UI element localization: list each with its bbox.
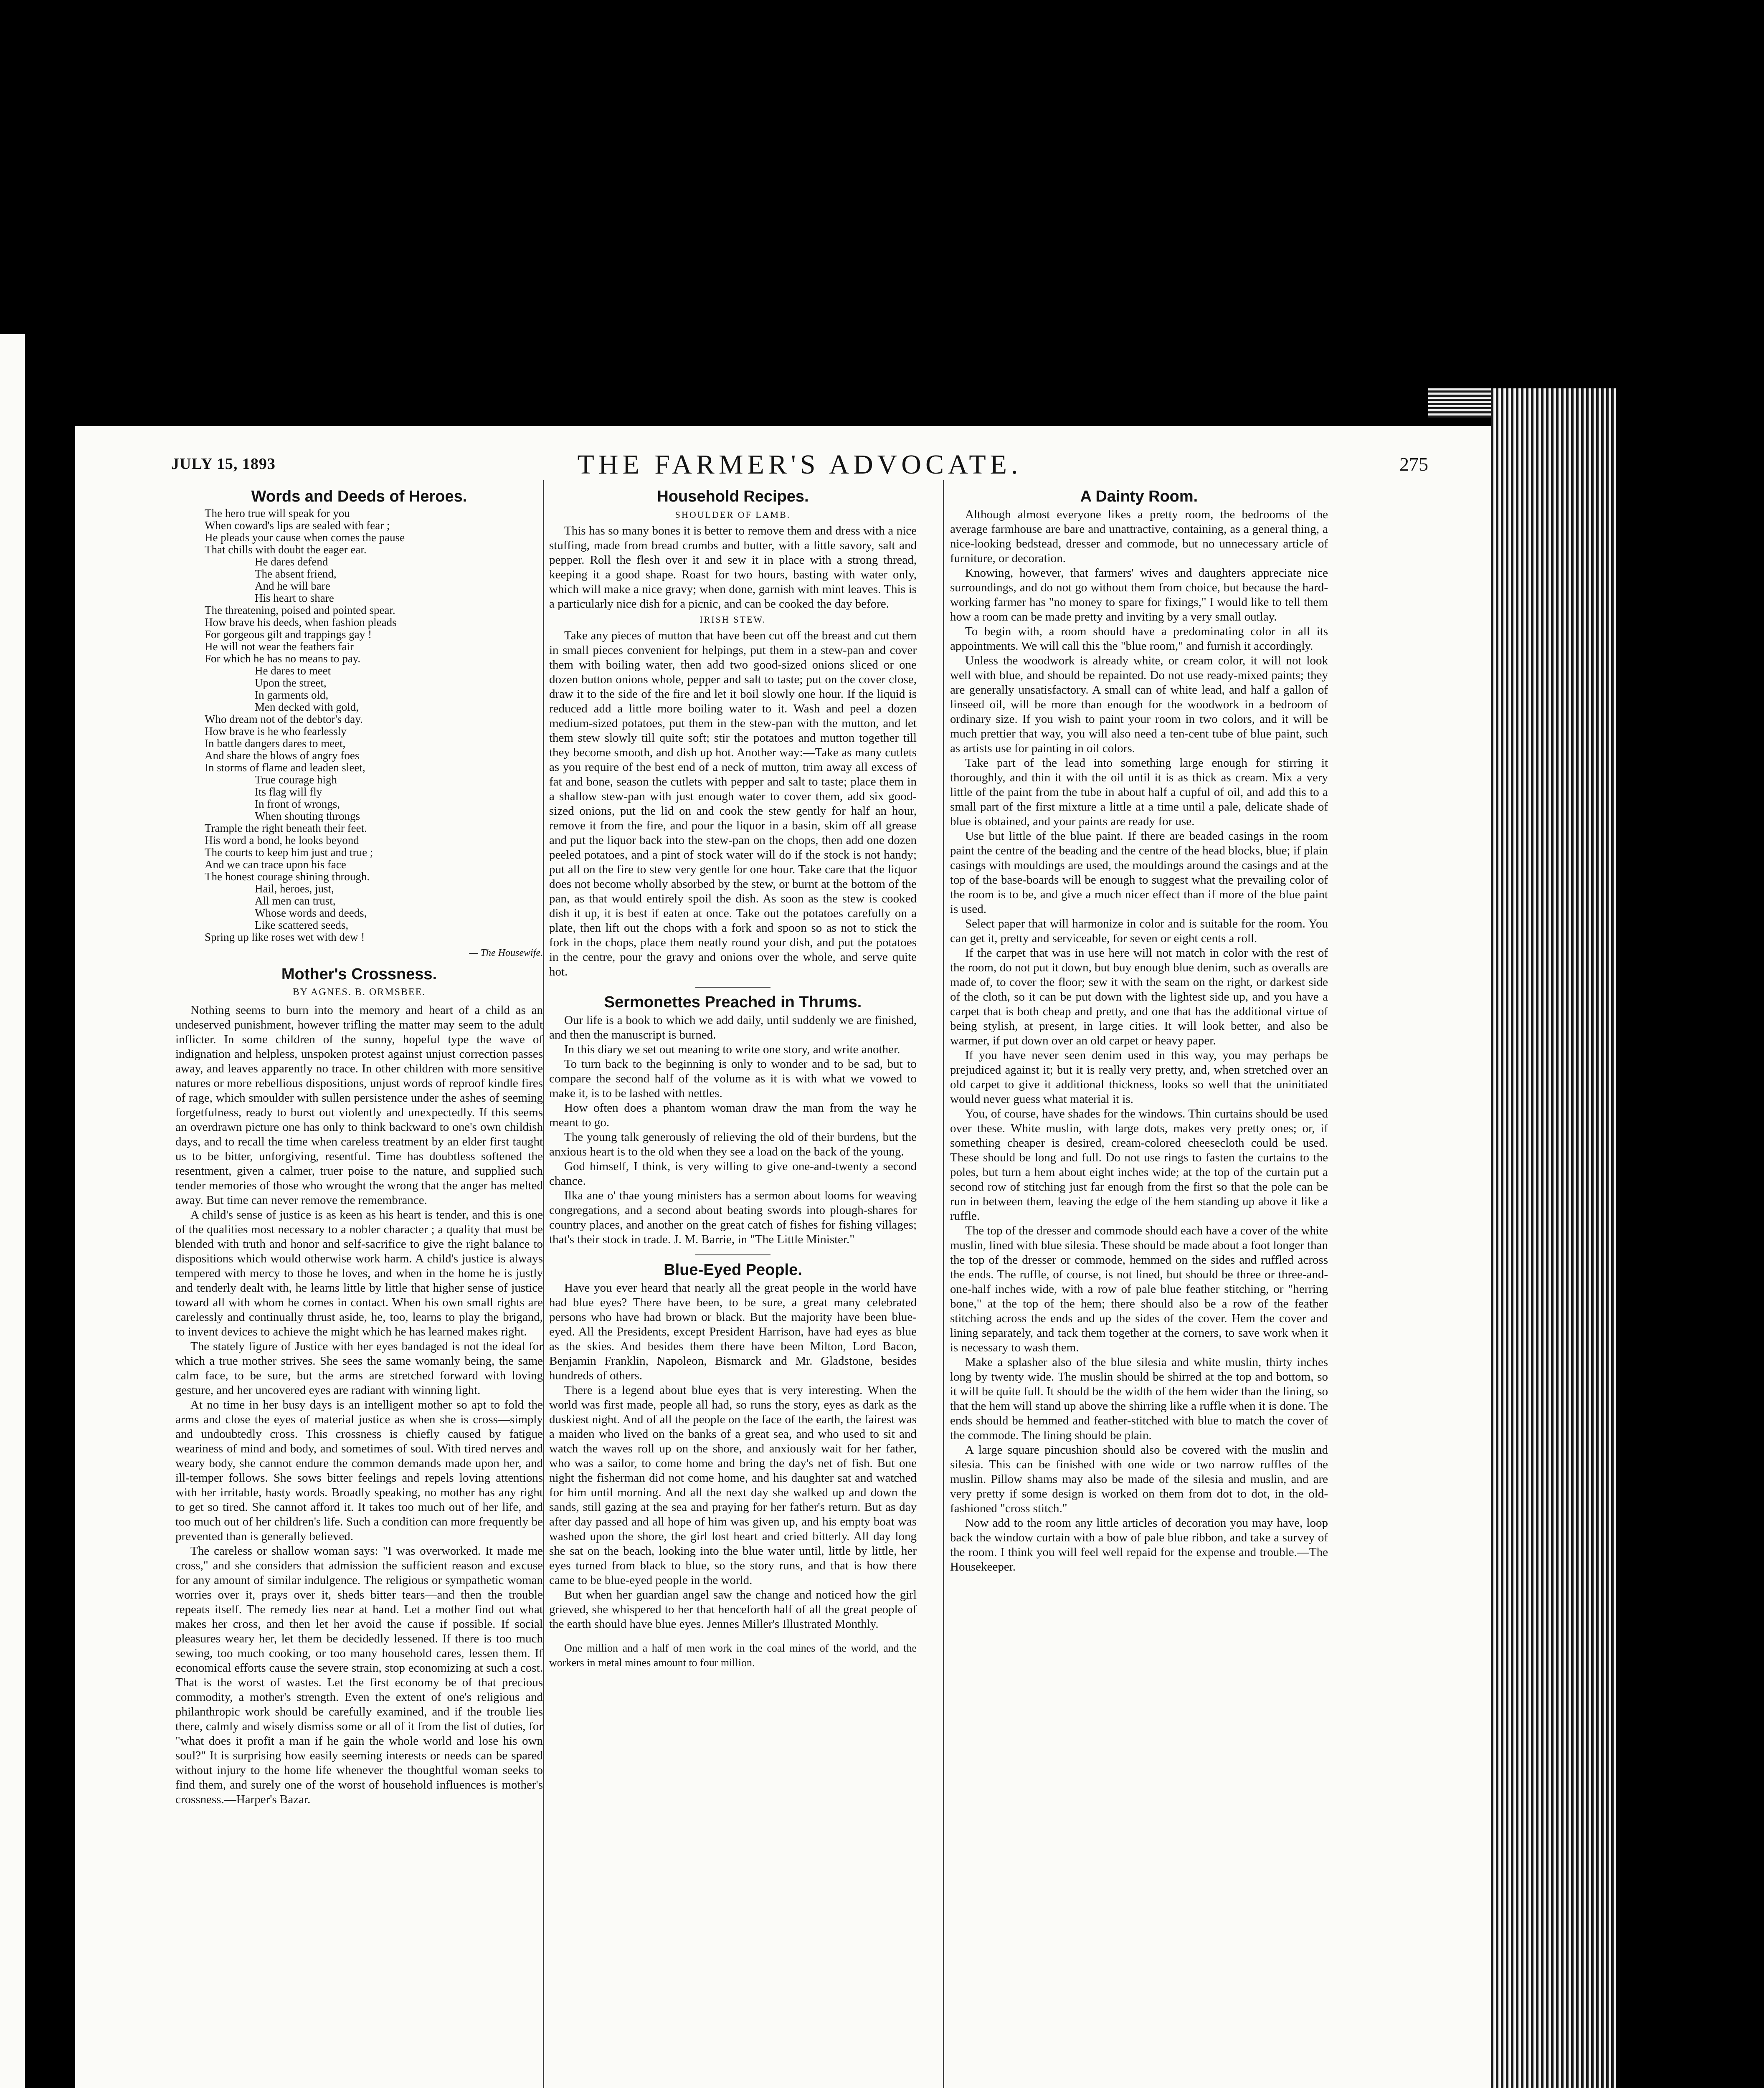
column-2 [549, 484, 917, 2088]
poem-line: The absent friend, [255, 568, 337, 580]
poem-line: Who dream not of the debtor's day. [205, 713, 363, 725]
column-3 [950, 484, 1328, 2088]
article-title: Mother's Crossness. [281, 965, 437, 983]
column-rule [943, 480, 944, 2088]
column-1 [175, 484, 543, 2088]
poem-line: How brave is he who fearlessly [205, 725, 347, 737]
poem-line: He pleads your cause when comes the pause [205, 531, 405, 544]
paragraph: In this diary we set out meaning to write one story, and write another. [564, 1043, 900, 1056]
paragraph: You, of course, have shades for the windows. Thin curtains should be used over these. White muslin, with large dots, makes very pretty ones; or, if something cheaper is desired, cream-colored cheesecloth could be used. These should be long and full. Do not use rings to fasten the curtains to the poles, but turn a hem about eight inches wide; at the top of the curtain put a second row of stitching just far enough from the first so that the pole can be run in between them, leaving the edge of the hem standing up above it like a ruffle. [950, 1107, 1328, 1223]
paragraph: The young talk generously of relieving the old of their burdens, but the anxious heart is to the old when they see a load on the back of the young. [549, 1130, 917, 1158]
poem-line: The threatening, poised and pointed spear. [205, 604, 395, 616]
paragraph: But when her guardian angel saw the change and noticed how the girl grieved, she whispered to her that henceforth half of all the great people of the earth should have blue eyes. Jennes Miller's Illustrated Monthly. [549, 1588, 917, 1631]
adjacent-page-edge [0, 334, 25, 2088]
paragraph: A child's sense of justice is as keen as his heart is tender, and this is one of the qualities most necessary to a nobler character ; a quality that must be blended with truth and honor and self-sacrifice to give the right balance to dispositions which would otherwise work harm. A child's justice is always tempered with mercy to those he loves, and when in the home he is justly and tenderly dealt with, he learns little by little that higher sense of justice toward all with whom he comes in contact. When his own small rights are carelessly and continually thrust aside, he, too, learns to play the brigand, to invent devices to achieve the might which he has learned makes right. [175, 1208, 543, 1338]
paragraph: Knowing, however, that farmers' wives and daughters appreciate nice surroundings, and do not go without them from choice, but because the hard-working farmer has "no money to spare for fixings," I would like to tell them how a room can be made pretty and inviting by a very small outlay. [950, 566, 1328, 623]
poem-line: How brave his deeds, when fashion pleads [205, 616, 397, 628]
paragraph: Now add to the room any little articles of decoration you may have, loop back the window curtain with a bow of pale blue ribbon, and take a survey of the room. I think you will feel well repaid for the expense and trouble.—The Housekeeper. [950, 1516, 1328, 1574]
paragraph: Use but little of the blue paint. If there are beaded casings in the room paint the centre of the beading and the centre of the head blocks, blue; if plain casings with mouldings are used, the mouldings around the casings and at the top of the base-boards will be enough to suggest what the prevailing color of the room is to be, and give a much nicer effect than if more of the blue paint is used. [950, 829, 1328, 916]
section-title: Household Recipes. [657, 488, 809, 505]
paragraph: If the carpet that was in use here will not match in color with the rest of the room, do not put it down, but buy enough blue denim, such as overalls are made of, to cover the floor; sew it with the seam on the right, or darkest side of the cloth, so it can be put down with the lightest side up, and you have a carpet that is both cheap and pretty, and one that has the additional virtue of being stylish, at present, in large cities. It will look better, and also be warmer, if put down over an old carpet or heavy paper. [950, 946, 1328, 1047]
paragraph: Select paper that will harmonize in color and is suitable for the room. You can get it, pretty and serviceable, for seven or eight cents a roll. [950, 917, 1328, 945]
poem-line: When shouting throngs [255, 810, 360, 822]
poem-line: His word a bond, he looks beyond [205, 834, 359, 846]
column-rule [543, 480, 544, 2088]
poem-line: Like scattered seeds, [255, 919, 349, 931]
poem-line: He dares to meet [255, 664, 331, 677]
poem-line: Spring up like roses wet with dew ! [205, 931, 365, 943]
masthead [171, 449, 1428, 478]
poem-line: And share the blows of angry foes [205, 749, 360, 762]
paragraph: A large square pincushion should also be covered with the muslin and silesia. This can be finished with one wide or two narrow ruffles of the muslin. Pillow shams may also be made of the silesia and muslin, and are very pretty if some design is worked on them from dot to dot, in the old-fashioned "cross stitch." [950, 1443, 1328, 1515]
section-title: Blue-Eyed People. [664, 1261, 802, 1279]
paragraph: To begin with, a room should have a predominating color in all its appointments. We will call this the "blue room," and furnish it accordingly. [950, 625, 1328, 653]
poem-line: Upon the street, [255, 677, 327, 689]
poem-line: He dares defend [255, 555, 328, 568]
poem-line: In garments old, [255, 689, 329, 701]
poem-line: And we can trace upon his face [205, 858, 346, 871]
section-title: Sermonettes Preached in Thrums. [604, 993, 862, 1011]
divider [695, 987, 770, 988]
paragraph: Our life is a book to which we add daily, until suddenly we are finished, and then the manuscript is burned. [549, 1014, 917, 1041]
poem-line: In battle dangers dares to meet, [205, 737, 346, 750]
poem-line: The courts to keep him just and true ; [205, 846, 373, 859]
poem-attribution: — The Housewife. [469, 948, 543, 958]
poem-line: In storms of flame and leaden sleet, [205, 761, 365, 774]
poem-line: Men decked with gold, [255, 701, 359, 713]
paragraph: At no time in her busy days is an intelligent mother so apt to fold the arms and close the eyes of material justice as when she is cross—simply and undoubtedly cross. This crossness is chiefly caused by fatigue weariness of mind and body, and sometimes of soul. With tired nerves and weary body, she cannot endure the common demands made upon her, and ill-temper follows. She sows bitter feelings and repels loving attentions with her irritable, hasty words. Broadly speaking, no mother has any right to get so tired. She cannot afford it. It takes too much out of her life, and too much out of her children's life. Such a condition can more frequently be prevented than is generally believed. [175, 1398, 543, 1543]
paragraph: Unless the woodwork is already white, or cream color, it will not look well with blue, and should be repainted. Do not use ready-mixed paints; they are generally unsatisfactory. A small can of white lead, and half a gallon of linseed oil, will be more than enough for the woodwork in a bedroom of ordinary size. If you wish to paint your room in two colors, and it will be much prettier that way, you will also need a ten-cent tube of blue paint, such as artists use for painting in oil colors. [950, 654, 1328, 755]
poem-line: For gorgeous gilt and trappings gay ! [205, 628, 372, 641]
page-number: 275 [1399, 454, 1428, 475]
paragraph: The careless or shallow woman says: "I was overworked. It made me cross," and she considers that admission the sufficient reason and excuse for any amount of similar indulgence. The religious or sympathetic woman worries over it, prays over it, sheds bitter tears—and then the trouble repeats itself. The remedy lies near at hand. Let a mother find out what makes her cross, and then let her avoid the cause if possible. If social pleasures weary her, let them be decidedly lessened. If there is too much sewing, too much cooking, or too many household cares, lessen them. If economical efforts cause the severe strain, stop economizing at such a cost. That is the worst of wastes. Let the first economy be of that precious commodity, a mother's strength. Even the extent of one's religious and philanthropic work should be carefully examined, and if the trouble lies there, calmly and wisely dismiss some or all of it from the list of duties, for "what does it profit a man if he gain the whole world and lose his own soul?" It is surprising how easily seeming interests or needs can be spared without injury to the home life whenever the thoughtful woman seeks to find them, and surely one of the worst of household influences is mother's crossness.—Harper's Bazar. [175, 1544, 543, 1806]
divider [695, 1254, 770, 1255]
poem-line: For which he has no means to pay. [205, 652, 361, 665]
paragraph: Nothing seems to burn into the memory and heart of a child as an undeserved punishment, however trifling the matter may seem to the adult inflicter. In some children of the sunny, hopeful type the wave of indignation and helpless, unspoken protest against unjust correction passes away, and leaves apparently no trace. In other children with more sensitive natures or more rebellious dispositions, unjust words of reproof kindle fires of rage, which smoulder with sullen persistence under the ashes of seeming forgetfulness, ready to burst out violently and unexpectedly. If this seems an overdrawn picture one has only to think backward to one's own childish days, and to recall the time when careless treatment by an elder first taught us to be bitter, unforgiving, resentful. Time has doubtless softened the resentment, given a calmer, truer poise to the nature, and supplied such tender memories of those who wrought the wrong that the anger has melted away. But time can never remove the remembrance. [175, 1003, 543, 1207]
recipe-subtitle: SHOULDER OF LAMB. [675, 509, 791, 520]
paragraph: Take any pieces of mutton that have been cut off the breast and cut them in small pieces convenient for helpings, put them in a stew-pan and cover them with boiling water, then add two good-sized onions sliced or one dozen button onions whole, pepper and salt to taste; put on the cover close, draw it to the side of the fire and let it boil slowly one hour. If the liquid is reduced add a little more boiling water to it. Wash and peel a dozen medium-sized potatoes, put them in the stew-pan with the mutton, and let them stew slowly till quite soft; stir the potatoes and mutton together till they become smooth, and dish up hot. Another way:—Take as many cutlets as you require of the best end of a neck of mutton, trim away all excess of fat and bone, season the cutlets with pepper and salt to taste; place them in a shallow stew-pan with just enough water to cover them, add six good-sized onions, put the lid on and cook the stew gently for half an hour, remove it from the fire, and pour the liquor in a basin, skim off all grease and put the liquor back into the stew-pan on the chops, then add one dozen peeled potatoes, and a pint of stock water will do if the stock is not handy; put all on the fire to stew very gentle for one hour. Take care that the liquor does not become wholly absorbed by the stew, or burnt at the bottom of the pan, as that would entirely spoil the dish. As soon as the stew is cooked dish it up, it is best if eaten at once. Take out the potatoes carefully on a plate, then lift out the chops with a fork and spoon so as not to stick the fork in the chops, place them neatly round your dish, and put the potatoes in the centre, pour the gravy and onions over the whole, and serve quite hot. [549, 629, 917, 978]
byline: BY AGNES. B. ORMSBEE. [292, 987, 426, 998]
publication-title: THE FARMER'S ADVOCATE. [577, 449, 1022, 480]
paragraph: Have you ever heard that nearly all the great people in the world have had blue eyes? There have been, to be sure, a great many celebrated persons who have had brown or black. But the majority have been blue-eyed. All the Presidents, except President Harrison, have had eyes as blue as the skies. And besides them there have been Milton, Lord Bacon, Benjamin Franklin, Napoleon, Bismarck and Mr. Gladstone, besides hundreds of others. [549, 1281, 917, 1382]
poem-line: Its flag will fly [255, 786, 322, 798]
poem-line: The honest courage shining through. [205, 870, 370, 883]
issue-date: JULY 15, 1893 [171, 455, 276, 473]
poem-line: And he will bare [255, 580, 330, 592]
footnote: One million and a half of men work in the coal mines of the world, and the workers in metal mines amount to four million. [549, 1642, 917, 1669]
poem-line: Trample the right beneath their feet. [205, 822, 367, 834]
paragraph: There is a legend about blue eyes that is very interesting. When the world was first made, people all had, so runs the story, eyes as dark as the duskiest night. And of all the people on the face of the earth, the fairest was a maiden who lived on the banks of a great sea, and who used to sit and watch the waves roll up on the shore, and anxiously wait for her father, who was a sailor, to come home and bring the day's net of fish. But one night the fisherman did not come home, and his daughter sat and watched for him until morning. And all the next day she walked up and down the sands, still gazing at the sea and praying for her father's return. But as day after day passed and all hope of him was given up, and his empty boat was washed upon the shore, the girl lost heart and cried bitterly. All day long she sat on the beach, looking into the blue water until, little by little, her eyes turned from black to blue, so the story runs, and that is how there came to be blue-eyed people in the world. [549, 1384, 917, 1587]
paragraph: If you have never seen denim used in this way, you may perhaps be prejudiced against it; but it is really very pretty, and, when stretched over an old carpet to give it additional thickness, looks so well that the uninitiated would never guess what material it is. [950, 1049, 1328, 1106]
paragraph: Take part of the lead into something large enough for stirring it thoroughly, and thin it with the oil until it is as thick as cream. Mix a very little of the paint from the tube in about half a cupful of oil, and add this to a small part of the first mixture a little at a time until a pale, delicate shade of blue is obtained, and your paints are ready for use. [950, 756, 1328, 828]
recipe-subtitle: IRISH STEW. [700, 614, 766, 625]
poem-line: The hero true will speak for you [205, 507, 350, 519]
paragraph: God himself, I think, is very willing to give one-and-twenty a second chance. [549, 1160, 917, 1188]
poem-line: Whose words and deeds, [255, 907, 367, 919]
poem-line: Hail, heroes, just, [255, 882, 334, 895]
book-page-stack [1491, 388, 1616, 2088]
paragraph: The top of the dresser and commode should each have a cover of the white muslin, lined with blue silesia. These should be made about a foot longer than the top of the dresser or commode, hemmed on the sides and ruffled across the ends. The ruffle, of course, is not lined, but should be three or three-and-one-half inches wide, with a row of pale blue feather stitching, or "herring bone," at the top of the hem; there should also be a row of the feather stitching across the ends and up the sides of the cover. Hem the cover and lining separately, and tack them together at the corners, to save work when it is necessary to wash them. [950, 1224, 1328, 1354]
paragraph: This has so many bones it is better to remove them and dress with a nice stuffing, made from bread crumbs and butter, with a little savory, salt and pepper. Roll the flesh over it and sew it in place with a strong thread, keeping it a good shape. Roast for two hours, basting with water only, which will make a nice gravy; when done, garnish with mint leaves. This is a particularly nice dish for a picnic, and can be cooked the day before. [549, 524, 917, 611]
paragraph: The stately figure of Justice with her eyes bandaged is not the ideal for which a true mother strives. She sees the same womanly being, the same calm face, to be sure, but the arms are stretched forward with loving gesture, and her uncovered eyes are radiant with winning light. [175, 1340, 543, 1397]
section-title: A Dainty Room. [1080, 488, 1198, 505]
paragraph: Make a splasher also of the blue silesia and white muslin, thirty inches long by twenty wide. The muslin should be shirred at the top and bottom, so it will be quite full. It should be the width of the hem wider than the lining, so that the hem will stand up above the shirring like a ruffle when it is done. The ends should be hemmed and feather-stitched with blue to match the cover of the commode. The lining should be plain. [950, 1356, 1328, 1442]
paragraph: To turn back to the beginning is only to wonder and to be sad, but to compare the second half of the volume as it is with what we vowed to make it, is to be lashed with nettles. [549, 1057, 917, 1100]
poem-line: True courage high [255, 773, 337, 786]
poem-line: When coward's lips are sealed with fear ; [205, 519, 390, 532]
poem-line: In front of wrongs, [255, 798, 340, 810]
paragraph: Ilka ane o' thae young ministers has a sermon about looms for weaving congregations, and a second about beating swords into plough-shares for country places, and another on the great catch of fishes for fishing villages; that's their stock in trade. J. M. Barrie, in "The Little Minister." [549, 1189, 917, 1246]
poem-line: His heart to share [255, 592, 334, 604]
paragraph: Although almost everyone likes a pretty room, the bedrooms of the average farmhouse are bare and unattractive, containing, as a general thing, a nice-looking bedstead, dresser and commode, but no unnecessary article of furniture, or decoration. [950, 508, 1328, 565]
poem-title: Words and Deeds of Heroes. [251, 488, 467, 505]
paragraph: How often does a phantom woman draw the man from the way he meant to go. [549, 1101, 917, 1129]
poem [205, 507, 543, 943]
poem-line: All men can trust, [255, 894, 336, 907]
poem-line: He will not wear the feathers fair [205, 640, 354, 653]
poem-line: That chills with doubt the eager ear. [205, 543, 367, 556]
